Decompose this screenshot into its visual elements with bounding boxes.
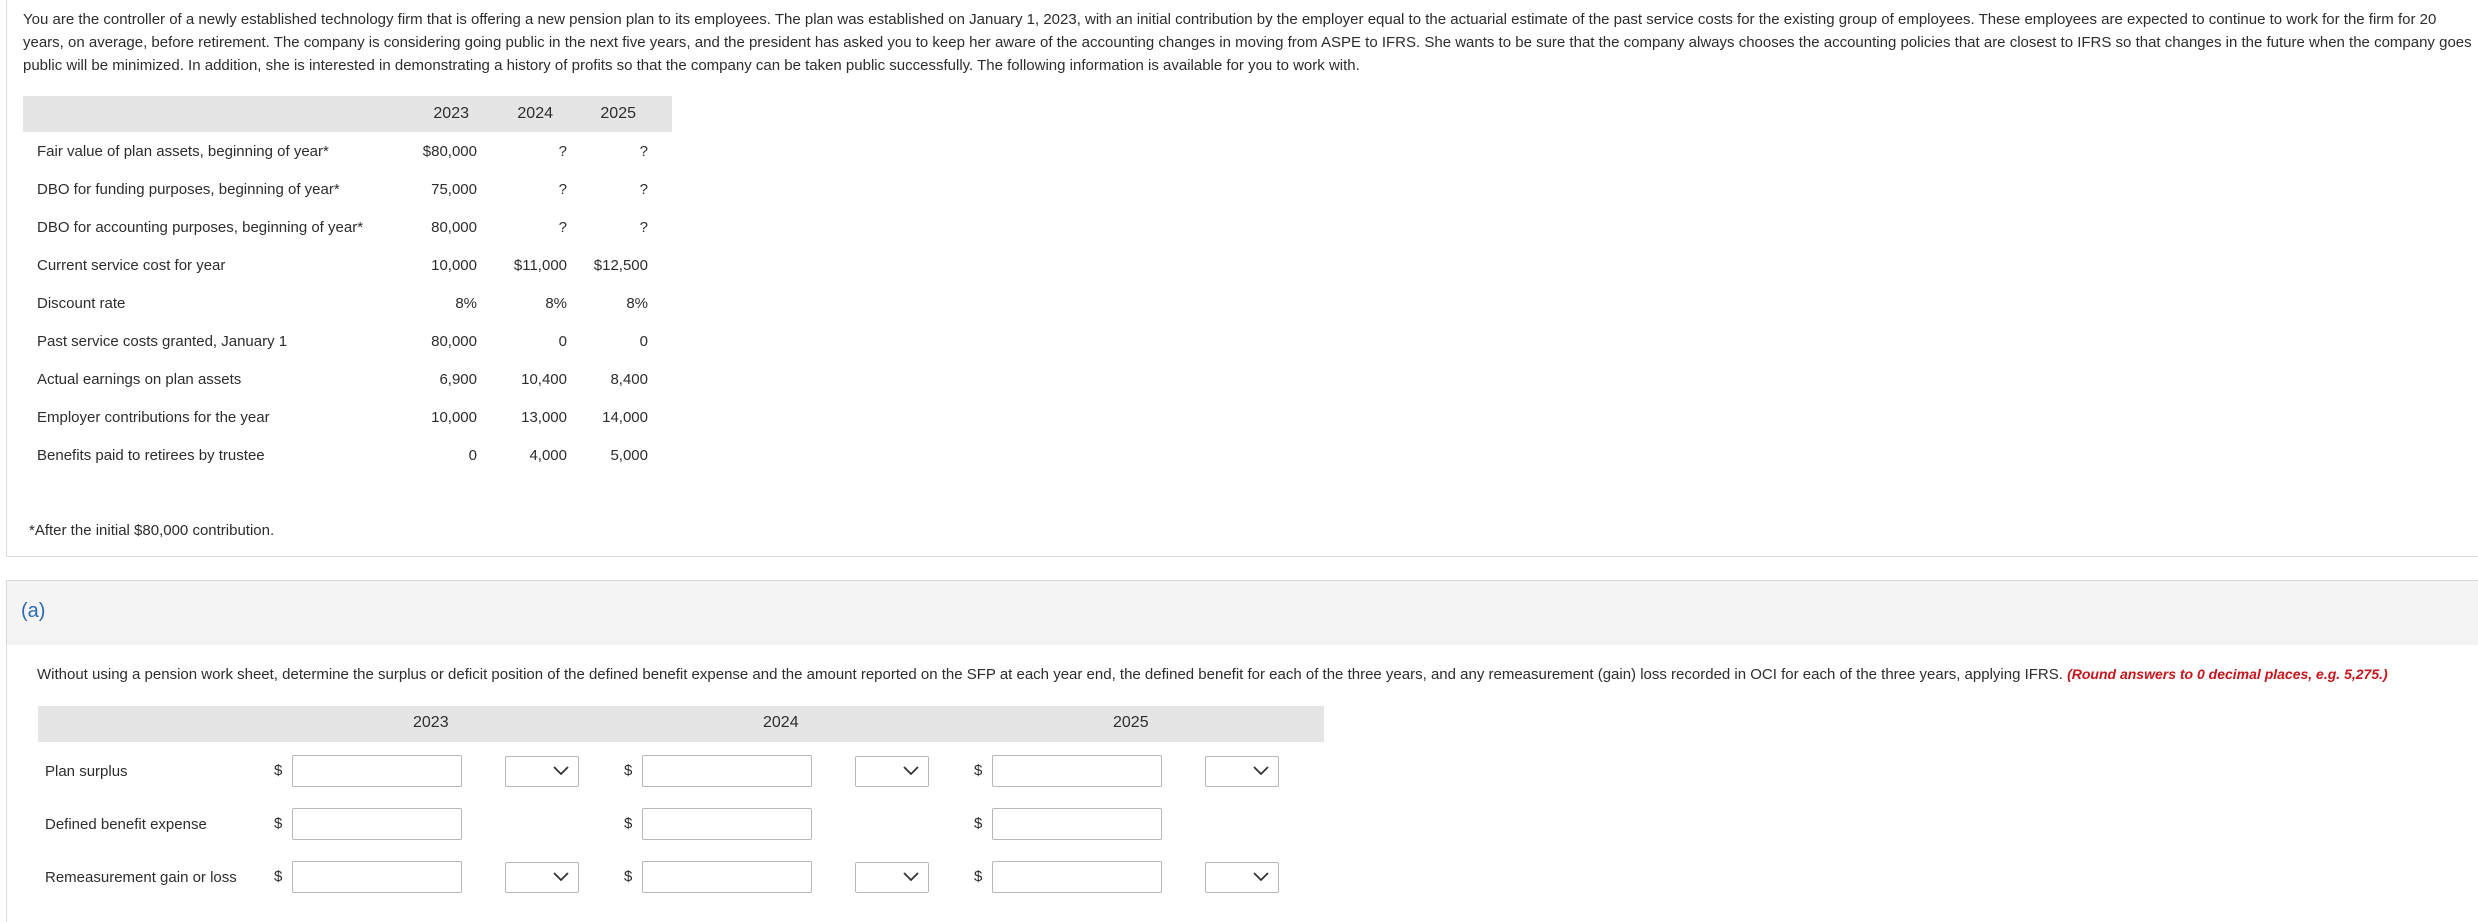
row-label: DBO for funding purposes, beginning of year* [37,180,340,198]
cell-value: 13,000 [521,408,567,426]
answer-header-year: 2023 [413,714,449,731]
currency-symbol: $ [624,762,633,779]
currency-symbol: $ [274,762,283,779]
cell-value: $80,000 [422,142,477,160]
cell-value: 8,400 [610,370,648,388]
cell-value: ? [558,218,567,236]
info-table [23,96,672,474]
chevron-down-icon [1252,765,1270,777]
row-label: DBO for accounting purposes, beginning of year* [37,218,364,236]
chevron-down-icon [902,765,920,777]
table-row [23,170,672,208]
question-card [6,0,2478,557]
cell-value: ? [558,142,567,160]
rounding-note: (Round answers to 0 decimal places, e.g. 5,275.) [2067,666,2388,682]
answer-table-header [38,706,1324,742]
chevron-down-icon [552,871,570,883]
row-label: Actual earnings on plan assets [37,370,242,388]
remeasurement-2025-input[interactable] [992,861,1162,893]
instruction-text: Without using a pension work sheet, determine the surplus or deficit position of the defined benefit expense and the amount reported on the SFP at each year end, the defined benefit for each of the three years, and any remeasurement (gain) loss recorded in OCI for each of the three years, applying IFRS. [37,666,2063,683]
cell-value: 0 [639,332,648,350]
row-label: Fair value of plan assets, beginning of year* [37,142,329,160]
plan-surplus-2023-select[interactable] [505,756,579,787]
answer-row-label: Plan surplus [45,763,128,780]
cell-value: ? [639,180,648,198]
row-label: Benefits paid to retirees by trustee [37,446,265,464]
table-row [23,436,672,474]
cell-value: $12,500 [593,256,648,274]
defined-benefit-expense-2024-input[interactable] [642,808,812,840]
currency-symbol: $ [974,762,983,779]
cell-value: ? [639,218,648,236]
cell-value: 8% [545,294,567,312]
table-row [23,284,672,322]
info-table-header-year: 2024 [483,96,573,132]
defined-benefit-expense-2023-input[interactable] [292,808,462,840]
table-row [23,132,672,170]
cell-value: $11,000 [513,256,567,274]
table-row [23,398,672,436]
remeasurement-2024-input[interactable] [642,861,812,893]
remeasurement-2025-select[interactable] [1205,862,1279,893]
part-header [7,581,2478,645]
table-row [23,208,672,246]
row-label: Discount rate [37,294,126,312]
info-table-header-year: 2025 [573,96,672,132]
cell-value: 0 [468,446,477,464]
cell-value: 8% [626,294,648,312]
plan-surplus-2025-input[interactable] [992,755,1162,787]
defined-benefit-expense-2025-input[interactable] [992,808,1162,840]
currency-symbol: $ [624,868,633,885]
table-row [23,360,672,398]
info-table-header-row [23,96,672,132]
info-table-header-blank [23,96,398,132]
cell-value: 4,000 [529,446,567,464]
cell-value: ? [639,142,648,160]
part-label: (a) [21,600,46,622]
cell-value: 10,400 [521,370,567,388]
remeasurement-2023-input[interactable] [292,861,462,893]
plan-surplus-2024-select[interactable] [855,756,929,787]
row-label: Employer contributions for the year [37,408,270,426]
cell-value: 0 [558,332,567,350]
remeasurement-2024-select[interactable] [855,862,929,893]
cell-value: 5,000 [610,446,648,464]
row-label: Past service costs granted, January 1 [37,332,288,350]
remeasurement-2023-select[interactable] [505,862,579,893]
answer-row-label: Remeasurement gain or loss [45,869,237,886]
row-label: Current service cost for year [37,256,226,274]
plan-surplus-2024-input[interactable] [642,755,812,787]
chevron-down-icon [552,765,570,777]
currency-symbol: $ [274,868,283,885]
chevron-down-icon [902,871,920,883]
info-table-header-year: 2023 [398,96,483,132]
answer-header-year: 2025 [1113,714,1149,731]
part-a-card [6,580,2478,922]
answer-row-label: Defined benefit expense [45,816,207,833]
cell-value: 10,000 [431,408,477,426]
cell-value: 6,900 [439,370,477,388]
currency-symbol: $ [974,868,983,885]
cell-value: 75,000 [431,180,477,198]
plan-surplus-2025-select[interactable] [1205,756,1279,787]
cell-value: 14,000 [602,408,648,426]
cell-value: 10,000 [431,256,477,274]
cell-value: 8% [455,294,477,312]
cell-value: ? [558,180,567,198]
chevron-down-icon [1252,871,1270,883]
currency-symbol: $ [624,815,633,832]
currency-symbol: $ [974,815,983,832]
table-row [23,246,672,284]
footnote: *After the initial $80,000 contribution. [29,522,275,539]
table-row [23,322,672,360]
plan-surplus-2023-input[interactable] [292,755,462,787]
cell-value: 80,000 [431,332,477,350]
currency-symbol: $ [274,815,283,832]
part-instruction [37,663,2477,686]
question-intro: You are the controller of a newly established technology firm that is offering a new pension plan to its employees. The plan was established on January 1, 2023, with an initial contribution by the employer equal to the actuarial estimate of the past service costs for the existing group of employees. These employees are expected to continue to work for the firm for 20 years, on average, before retirement. The company is considering going public in the next five years, and the president has asked you to keep her aware of the accounting changes in moving from ASPE to IFRS. She wants to be sure that the company always chooses the accounting policies that are closest to IFRS so that changes in the future when the company goes public will be minimized. In addition, she is interested in demonstrating a history of profits so that the company can be taken public successfully. The following information is available for you to work with. [23,11,2472,74]
cell-value: 80,000 [431,218,477,236]
answer-header-year: 2024 [763,714,799,731]
